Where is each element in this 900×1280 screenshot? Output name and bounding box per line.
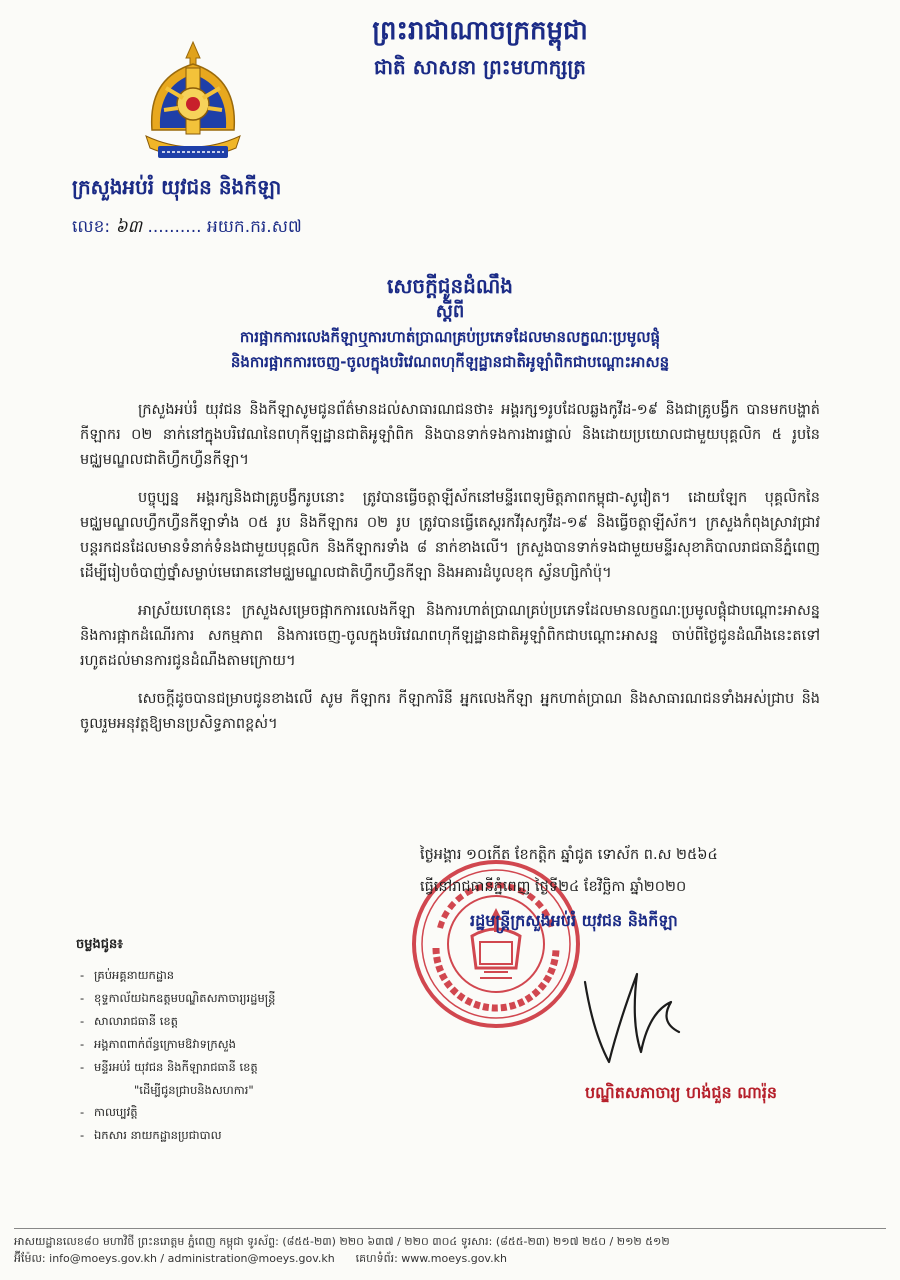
cc-item: - ឯកសារ នាយកដ្ឋានប្រជាបាល bbox=[76, 1124, 275, 1147]
paragraph-1: ក្រសួងអប់រំ យុវជន និងកីឡាសូមជូនព័ត៌មានដល់សាធារណជនថា៖ អង្គរក្ស១រូបដែលឆ្លងកូវីដ-១៩ និងជាគ្រូបង្វឹក បានមកបង្ហាត់កីឡាករ ០២ នាក់នៅក្នុងបរិវេណនៃពហុកីឡដ្ឋានជាតិអូឡាំពិក និងបានទាក់ទងការងារផ្ទាល់ និងដោយប្រយោលជាមួយបុគ្គលិក ៥ រូបនៃមជ្ឈមណ្ឌលជាតិហ្វឹកហ្វឺនកីឡា។ bbox=[80, 402, 820, 468]
paragraph-4: សេចក្ដីដូចបានជម្រាបជូនខាងលើ សូម កីឡាករ កីឡាការិនី អ្នកលេងកីឡា អ្នកហាត់ប្រាណ និងសាធារណជនទាំងអស់ជ្រាប និងចូលរួមអនុវត្តឱ្យមានប្រសិទ្ធភាពខ្ពស់។ bbox=[80, 691, 820, 732]
lunar-date: ថ្ងៃអង្គារ ១០កើត ខែកត្ដិក ឆ្នាំជូត ទោស័ក ព.ស ២៥៦៤ bbox=[420, 847, 718, 863]
reference-number: លេខ: ៦៣ .......... អយក.ករ.ស៧ bbox=[72, 217, 302, 237]
title-line-4: និងការផ្អាកការចេញ-ចូលក្នុងបរិវេណពហុកីឡដ្ឋានជាតិអូឡាំពិកជាបណ្តោះអាសន្ន bbox=[230, 353, 670, 371]
ref-suffix: អយក.ករ.ស៧ bbox=[206, 217, 302, 237]
kingdom-header bbox=[300, 12, 660, 84]
email-label: អ៊ីម៉ែល: bbox=[14, 1252, 46, 1265]
title-line-1: សេចក្ដីជូនដំណឹង bbox=[387, 274, 513, 298]
notice-body bbox=[80, 398, 820, 750]
notice-title bbox=[60, 272, 840, 374]
footer-website[interactable]: www.moeys.gov.kh bbox=[401, 1252, 507, 1265]
footer-email[interactable]: info@moeys.gov.kh / administration@moeys.gov.kh bbox=[49, 1252, 335, 1265]
cc-item: - មន្ទីរអប់រំ យុវជន និងកីឡារាជធានី ខេត្ត bbox=[76, 1056, 275, 1079]
cc-list bbox=[76, 936, 275, 1147]
ref-number: ៦៣ bbox=[115, 217, 143, 237]
solar-date: ធ្វើនៅរាជធានីភ្នំពេញ ថ្ងៃទី២៤ ខែវិច្ឆិកា ឆ្នាំ២០២០ bbox=[420, 879, 687, 895]
title-line-3: ការផ្អាកការលេងកីឡាឬការហាត់ប្រាណគ្រប់ប្រភេទដែលមានលក្ខណៈប្រមូលផ្តុំ bbox=[239, 328, 661, 346]
title-line-2: ស្ដីពី bbox=[435, 301, 465, 322]
minister-name: បណ្ឌិតសភាចារ្យ ហង់ជួន ណារ៉ុន bbox=[585, 1083, 778, 1102]
cc-item: - ខុទ្ទកាល័យឯកឧត្តមបណ្ឌិតសភាចារ្យរដ្ឋមន្ត្រី bbox=[76, 987, 275, 1010]
website-label: គេហទំព័រ: bbox=[355, 1252, 398, 1265]
cc-heading: ចម្លងជូន៖ bbox=[76, 937, 123, 952]
paragraph-2: បច្ចុប្បន្ន អង្គរក្សនិងជាគ្រូបង្វឹករូបនោះ ត្រូវបានធ្វើចត្តាឡីស័កនៅមន្ទីរពេទ្យមិត្តភាពកម្ពុជា-សូវៀត។ ដោយឡែក បុគ្គលិកនៃមជ្ឈមណ្ឌលហ្វឹកហ្វឺនកីឡាទាំង ០៥ រូប និងកីឡាករ ០២ រូប ត្រូវបានធ្វើតេស្តរកវីរុសកូវីដ-១៩ និងធ្វើចត្តាឡីស័ក។ ក្រសួងកំពុងស្រាវជ្រាវបន្តរកជនដែលមានទំនាក់ទំនងជាមួយបុគ្គលិក និងកីឡាករទាំង ៨ នាក់ខាងលើ។ ក្រសួងបានទាក់ទងជាមួយមន្ទីរសុខាភិបាលរាជធានីភ្នំពេញ ដើម្បីរៀបចំបាញ់ថ្នាំសម្លាប់មេរោគនៅមជ្ឈមណ្ឌលជាតិហ្វឹកហ្វឺនកីឡា និងអគារដំបូលខុក ស្វ័នហ្សិកាំប៉ុ។ bbox=[80, 490, 820, 581]
footer-contacts bbox=[14, 1250, 886, 1267]
kingdom-name: ព្រះរាជាណាចក្រកម្ពុជា bbox=[372, 16, 588, 46]
cc-item: - គ្រប់អគ្គនាយកដ្ឋាន bbox=[76, 964, 275, 987]
footer-address: អាសយដ្ឋានលេខ៨០ មហាវិថី ព្រះនរោត្តម ភ្នំពេញ កម្ពុជា ទូរស័ព្ទ: (៨៥៥-២៣) ២២០ ៦៣៧ / ២២០ ៣០៤ ទូរសារ: (៨៥៥-២៣) ២១៧ ២៥០ / ២១២ ៥១២ bbox=[14, 1235, 670, 1248]
cc-item: - អង្គភាពពាក់ព័ន្ធក្រោមឱវាទក្រសួង bbox=[76, 1033, 275, 1056]
cc-note: "ដើម្បីជូនជ្រាបនិងសហការ" bbox=[134, 1083, 254, 1097]
cc-item: - កាលប្បវត្តិ bbox=[76, 1101, 275, 1124]
cc-item: - សាលារាជធានី ខេត្ត bbox=[76, 1010, 275, 1033]
handwritten-signature-icon bbox=[575, 962, 695, 1072]
national-motto: ជាតិ សាសនា ព្រះមហាក្សត្រ bbox=[374, 55, 586, 79]
footer bbox=[14, 1228, 886, 1267]
ref-label: លេខ: bbox=[72, 217, 111, 237]
ministry-emblem-icon bbox=[138, 38, 248, 166]
minister-title: រដ្ឋមន្ត្រីក្រសួងអប់រំ យុវជន និងកីឡា bbox=[470, 911, 678, 930]
paragraph-3: អាស្រ័យហេតុនេះ ក្រសួងសម្រេចផ្អាកការលេងកីឡា និងការហាត់ប្រាណគ្រប់ប្រភេទដែលមានលក្ខណៈប្រមូលផ្តុំជាបណ្តោះអាសន្ន និងការផ្អាកដំណើរការ សកម្មភាព និងការចេញ-ចូលក្នុងបរិវេណពហុកីឡដ្ឋានជាតិអូឡាំពិកជាបណ្តោះអាសន្ន ចាប់ពីថ្ងៃជូនដំណឹងនេះតទៅរហូតដល់មានការជូនដំណឹងតាមក្រោយ។ bbox=[80, 603, 820, 669]
ministry-name: ក្រសួងអប់រំ យុវជន និងកីឡា bbox=[72, 175, 282, 199]
